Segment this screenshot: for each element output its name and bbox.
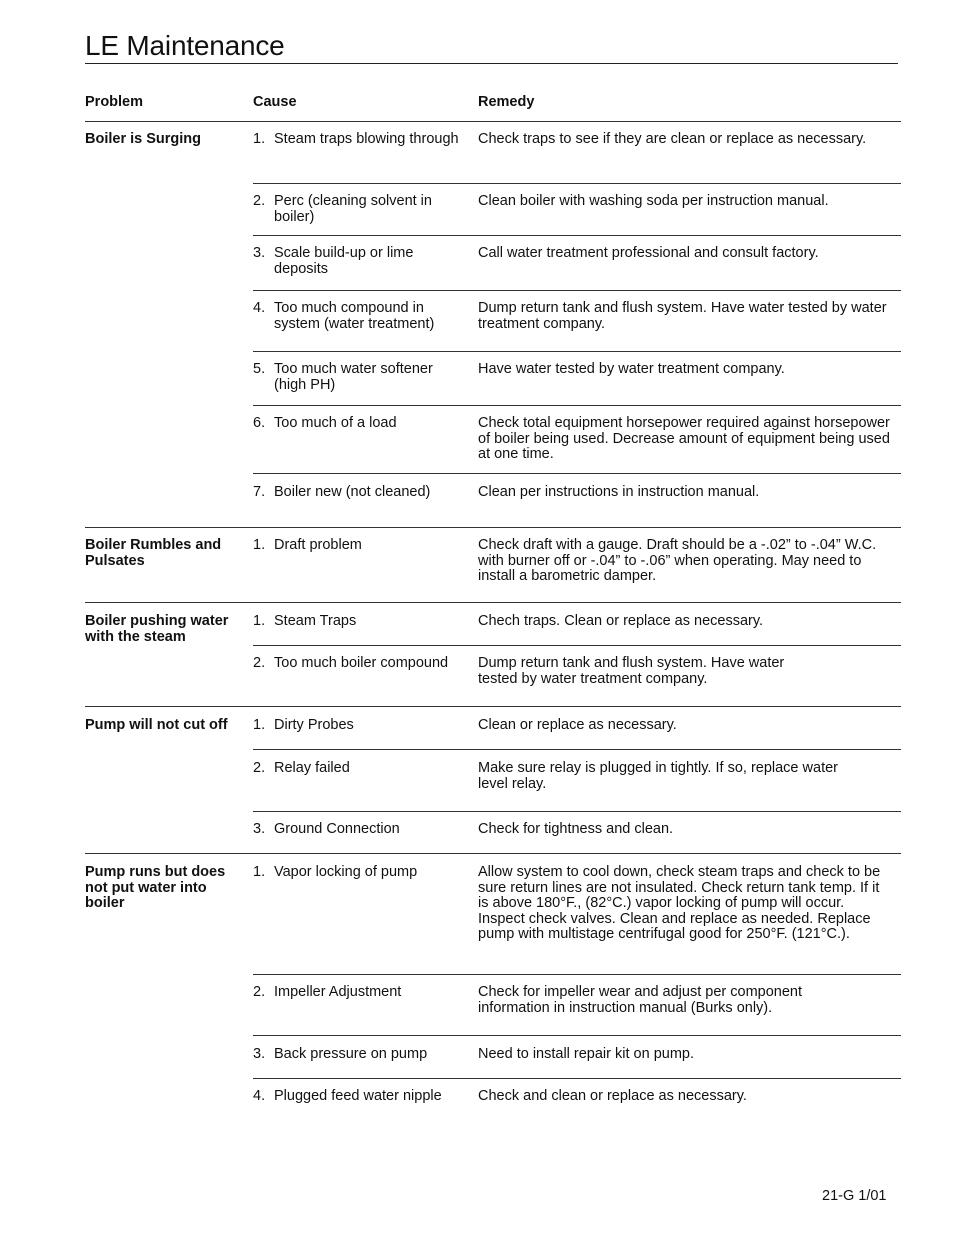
cause-text: Too much of a load bbox=[274, 415, 397, 431]
section-rule bbox=[85, 706, 901, 707]
header-rule bbox=[85, 121, 901, 122]
cause-text: Steam Traps bbox=[274, 613, 357, 629]
remedy-text: Clean or replace as necessary. bbox=[478, 717, 677, 733]
remedy-text: Check and clean or replace as necessary. bbox=[478, 1088, 747, 1104]
problem-label: Pump will not cut off bbox=[85, 717, 228, 733]
remedy-text: Check for tightness and clean. bbox=[478, 821, 674, 837]
remedy-text: Check draft with a gauge. Draft should be a -.02” to -.04” W.C. with burner off or -.04” to -.06” when operating. May need to install a barometric damper. bbox=[478, 537, 877, 584]
remedy-text: Call water treatment professional and consult factory. bbox=[478, 245, 819, 261]
row-rule bbox=[253, 749, 901, 750]
problem-label: Boiler Rumbles and Pulsates bbox=[85, 537, 222, 569]
cause-item bbox=[253, 301, 468, 332]
cause-text: Relay failed bbox=[274, 760, 350, 776]
cause-number: 1. bbox=[253, 537, 266, 553]
row-rule bbox=[253, 1078, 901, 1079]
cause-item bbox=[253, 656, 468, 672]
cause-text: Perc (cleaning solvent in boiler) bbox=[274, 193, 432, 225]
section-rule bbox=[85, 853, 901, 854]
cause-text: Boiler new (not cleaned) bbox=[274, 484, 431, 500]
remedy-text: Chech traps. Clean or replace as necessary. bbox=[478, 613, 764, 629]
row-rule bbox=[253, 645, 901, 646]
problem-label: Pump runs but does not put water into boiler bbox=[85, 864, 226, 911]
row-rule bbox=[253, 811, 901, 812]
cause-number: 1. bbox=[253, 131, 266, 147]
cause-text: Back pressure on pump bbox=[274, 1046, 428, 1062]
remedy-text: Have water tested by water treatment company. bbox=[478, 361, 785, 377]
cause-text: Impeller Adjustment bbox=[274, 984, 402, 1000]
header-cause: Cause bbox=[253, 94, 297, 110]
cause-number: 1. bbox=[253, 717, 266, 733]
cause-number: 6. bbox=[253, 415, 266, 431]
cause-text: Vapor locking of pump bbox=[274, 864, 418, 880]
row-rule bbox=[253, 235, 901, 236]
remedy-text: Dump return tank and flush system. Have water tested by water treatment company. bbox=[478, 655, 785, 687]
cause-item bbox=[253, 985, 468, 1001]
cause-number: 7. bbox=[253, 484, 266, 500]
remedy-text: Clean boiler with washing soda per instruction manual. bbox=[478, 193, 829, 209]
cause-text: Steam traps blowing through bbox=[274, 131, 459, 147]
header-remedy: Remedy bbox=[478, 94, 535, 110]
row-rule bbox=[253, 351, 901, 352]
section-rule bbox=[85, 527, 901, 528]
cause-item bbox=[253, 718, 468, 734]
cause-number: 2. bbox=[253, 655, 266, 671]
cause-text: Too much water softener (high PH) bbox=[274, 361, 433, 393]
row-rule bbox=[253, 473, 901, 474]
page-title: LE Maintenance bbox=[85, 30, 285, 61]
cause-item bbox=[253, 416, 468, 432]
cause-text: Too much boiler compound bbox=[274, 655, 449, 671]
row-rule bbox=[253, 290, 901, 291]
cause-number: 3. bbox=[253, 821, 266, 837]
cause-number: 5. bbox=[253, 361, 266, 377]
remedy-text: Need to install repair kit on pump. bbox=[478, 1046, 694, 1062]
cause-item bbox=[253, 246, 468, 277]
page-footer: 21-G 1/01 bbox=[822, 1188, 887, 1204]
remedy-text: Check for impeller wear and adjust per component information in instruction manual (Burks only). bbox=[478, 984, 802, 1016]
cause-number: 1. bbox=[253, 864, 266, 880]
remedy-text: Dump return tank and flush system. Have water tested by water treatment company. bbox=[478, 300, 887, 332]
remedy-text: Check total equipment horsepower required against horsepower of boiler being used. Decrease amount of equipment being used at one time. bbox=[478, 415, 890, 462]
cause-number: 2. bbox=[253, 760, 266, 776]
remedy-text: Make sure relay is plugged in tightly. If so, replace water level relay. bbox=[478, 760, 838, 792]
cause-item bbox=[253, 362, 468, 393]
cause-item bbox=[253, 485, 468, 501]
cause-text: Dirty Probes bbox=[274, 717, 354, 733]
cause-number: 4. bbox=[253, 1088, 266, 1104]
header-problem: Problem bbox=[85, 94, 144, 110]
row-rule bbox=[253, 183, 901, 184]
cause-text: Draft problem bbox=[274, 537, 362, 553]
cause-item bbox=[253, 538, 468, 554]
cause-number: 2. bbox=[253, 193, 266, 209]
cause-number: 2. bbox=[253, 984, 266, 1000]
cause-item bbox=[253, 865, 468, 881]
cause-number: 4. bbox=[253, 300, 266, 316]
cause-text: Plugged feed water nipple bbox=[274, 1088, 442, 1104]
cause-number: 1. bbox=[253, 613, 266, 629]
cause-text: Ground Connection bbox=[274, 821, 400, 837]
remedy-text: Check traps to see if they are clean or replace as necessary. bbox=[478, 131, 867, 147]
cause-item bbox=[253, 614, 468, 630]
cause-item bbox=[253, 1047, 468, 1063]
problem-label: Boiler is Surging bbox=[85, 131, 202, 147]
row-rule bbox=[253, 974, 901, 975]
cause-number: 3. bbox=[253, 245, 266, 261]
cause-item bbox=[253, 822, 468, 838]
row-rule bbox=[253, 405, 901, 406]
cause-number: 3. bbox=[253, 1046, 266, 1062]
cause-item bbox=[253, 1089, 468, 1105]
cause-item bbox=[253, 194, 468, 225]
remedy-text: Clean per instructions in instruction manual. bbox=[478, 484, 760, 500]
section-rule bbox=[85, 602, 901, 603]
title-rule bbox=[85, 63, 898, 64]
cause-item bbox=[253, 132, 468, 148]
row-rule bbox=[253, 1035, 901, 1036]
cause-item bbox=[253, 761, 468, 777]
cause-text: Too much compound in system (water treatment) bbox=[274, 300, 435, 332]
remedy-text: Allow system to cool down, check steam traps and check to be sure return lines are not insulated. Check return tank temp. If it is above 180°F., (82°C.) vapor locking of pump will occur. Inspect check valves. Clean and replace as needed. Replace pump with multistage centrifugal good for 250°F. (121°C.). bbox=[478, 864, 881, 942]
cause-text: Scale build-up or lime deposits bbox=[274, 245, 414, 277]
problem-label: Boiler pushing water with the steam bbox=[85, 613, 229, 645]
